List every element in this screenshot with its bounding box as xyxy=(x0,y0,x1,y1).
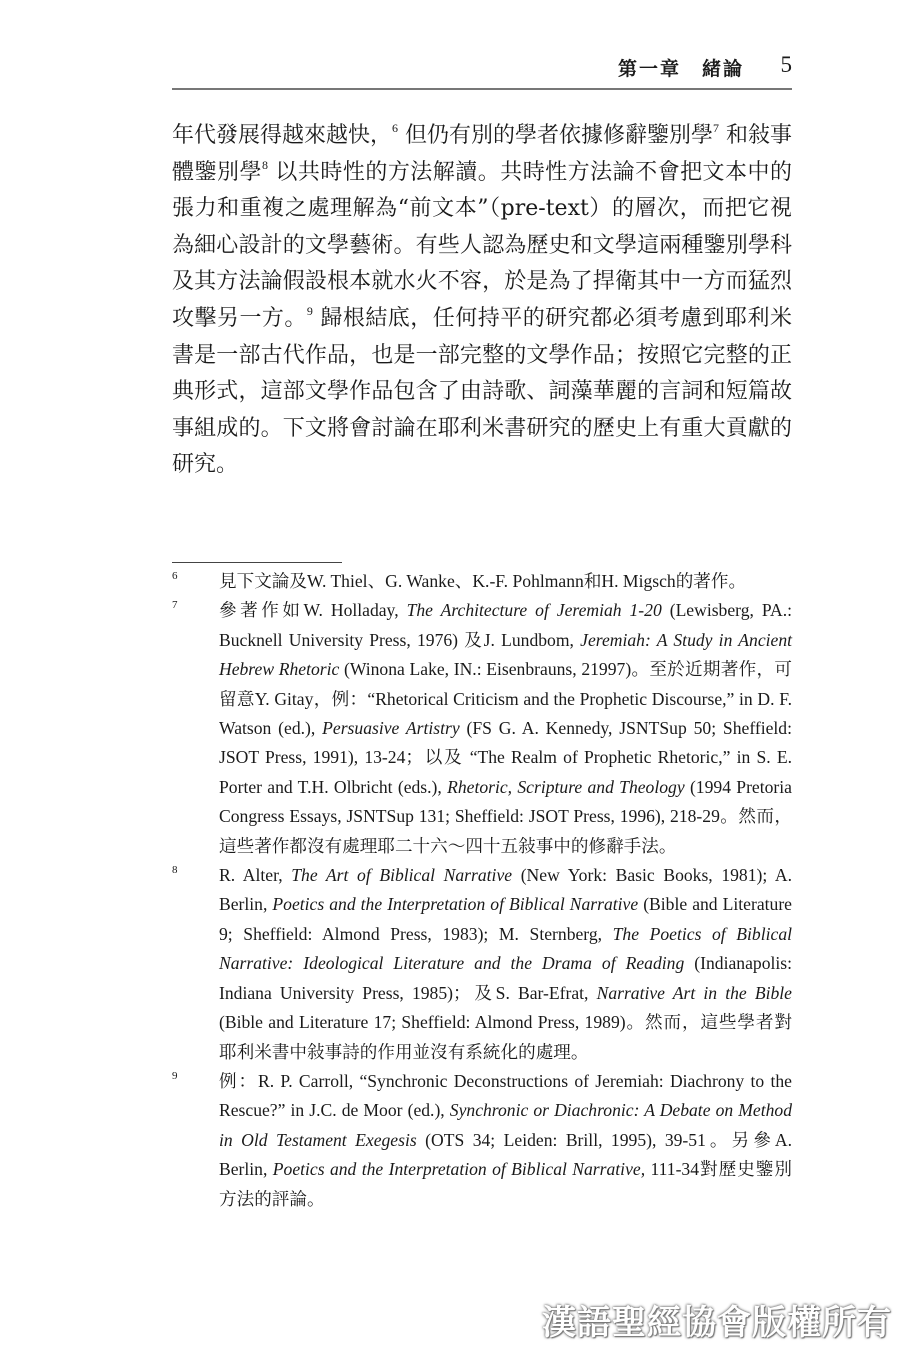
footnote-7-title-2: Jeremiah: A Study in Ancient Hebrew Rhetoric xyxy=(219,629,793,680)
footnote-9-text-b: (OTS 34; Leiden: Brill, 1995), 39-51。另參A. Berlin, xyxy=(219,1129,792,1180)
footnote-ref-7[interactable]: 7 xyxy=(713,121,720,135)
footnote-text xyxy=(219,596,792,861)
footnote-7-text-e: (1994 Pretoria Congress Essays, JSNTSup 131; Sheffield: JSOT Press, 1996), 218-29。然而，這些著作都沒有處理耶二十六～四十五敍事中的修辭手法。 xyxy=(219,776,792,856)
footnote-6 xyxy=(172,567,792,596)
main-paragraph xyxy=(172,118,792,484)
header-rule xyxy=(172,88,792,90)
footnote-7-title-3: Persuasive Artistry xyxy=(322,718,460,739)
footnote-8-text-b: (New York: Basic Books, 1981); A. Berlin, xyxy=(219,865,793,915)
footnote-9-title-2: Poetics and the Interpretation of Biblical Narrative, xyxy=(272,1159,646,1180)
footnote-text xyxy=(219,1067,792,1214)
footnote-number: 7 xyxy=(172,599,178,612)
body-text-2: 但仍有別的學者依據修辭鑒別學 xyxy=(398,123,714,148)
footnote-8-title-2: Poetics and the Interpretation of Biblical Narrative xyxy=(272,894,639,915)
footnote-7-title-4: Rhetoric, Scripture and Theology xyxy=(447,776,685,797)
footnote-7-text-b: (Lewisberg, PA.: Bucknell University Press, 1976) 及J. Lundbom, xyxy=(219,600,793,650)
footnote-8 xyxy=(172,861,792,1067)
body-text-1: 年代發展得越來越快， xyxy=(172,123,393,148)
footnote-number: 6 xyxy=(172,570,178,582)
footnote-ref-6[interactable]: 6 xyxy=(392,121,399,135)
footnote-text xyxy=(219,861,792,1067)
footnote-rule xyxy=(172,562,342,563)
chapter-title: 第一章 緒論 xyxy=(617,58,744,80)
footnote-text xyxy=(219,567,792,596)
footnote-8-title-1: The Art of Biblical Narrative xyxy=(291,865,513,886)
running-header xyxy=(172,52,792,88)
footnote-9-title-1: Synchronic or Diachronic: A Debate on Method in Old Testament Exegesis xyxy=(219,1100,793,1150)
footnote-6-text: 見下文論及W. Thiel、G. Wanke、K.-F. Pohlmann和H. Migsch的著作。 xyxy=(219,571,747,591)
footnote-8-text-c: (Bible and Literature 9; Sheffield: Almond Press, 1983); M. Sternberg, xyxy=(219,894,792,944)
footnotes xyxy=(172,567,792,1214)
footnote-9 xyxy=(172,1067,792,1214)
footnote-8-title-4: Narrative Art in the Bible xyxy=(596,982,792,1003)
footnote-8-text-a: R. Alter, xyxy=(219,865,292,886)
footnote-8-title-3: The Poetics of Biblical Narrative: Ideological Literature and the Drama of Reading xyxy=(219,923,792,974)
body-text-5: 歸根結底，任何持平的研究都必須考慮到耶利米書是一部古代作品，也是一部完整的文學作品；按照它完整的正典形式，這部文學作品包含了由詩歌、詞藻華麗的言詞和短篇故事組成的。下文將會討論在耶利米書研究的歷史上有重大貢獻的研究。 xyxy=(172,305,792,478)
footnote-7-title-1: The Architecture of Jeremiah 1-20 xyxy=(406,600,662,621)
footnote-7-text-c: (Winona Lake, IN.: Eisenbrauns, 21997)。至於近期著作，可留意Y. Gitay，例：“Rhetorical Criticism and the Prophetic Discourse,” in D. F. Watson (ed.), xyxy=(219,659,792,739)
footnote-7-text-a: 參著作如W. Holladay, xyxy=(219,600,407,621)
page-number: 5 xyxy=(780,52,792,77)
footnote-8-text-d: (Indianapolis: Indiana University Press, 1985)；及S. Bar-Efrat, xyxy=(219,953,792,1003)
footnote-7-text-d: (FS G. A. Kennedy, JSNTSup 50; Sheffield: JSOT Press, 1991), 13-24；以及 “The Realm of Prophetic Rhetoric,” in S. E. Porter and T.H. Olbricht (eds.), xyxy=(219,718,792,797)
footnote-8-text-e: (Bible and Literature 17; Sheffield: Almond Press, 1989)。然而，這些學者對耶利米書中敍事詩的作用並沒有系統化的處理。 xyxy=(219,1012,792,1062)
footnote-number: 9 xyxy=(172,1069,178,1082)
footnote-number: 8 xyxy=(172,864,178,877)
footnote-7 xyxy=(172,596,792,861)
footnote-9-text-a: 例：R. P. Carroll, “Synchronic Deconstructions of Jeremiah: Diachrony to the Rescue?” in J.C. de Moor (ed.), xyxy=(219,1070,792,1121)
footnote-ref-8[interactable]: 8 xyxy=(261,157,268,172)
body-text-3: 和敍事體鑒別學 xyxy=(172,123,793,185)
footnote-ref-9[interactable]: 9 xyxy=(306,303,313,318)
copyright-watermark: 漢語聖經協會版權所有 xyxy=(542,1303,892,1343)
footnote-9-text-c: 111-34對歷史鑒別方法的評論。 xyxy=(219,1159,792,1209)
body-text-4: 以共時性的方法解讀。共時性方法論不會把文本中的張力和重複之處理解為“前文本”（pre-text）的層次，而把它視為細心設計的文學藝術。有些人認為歷史和文學這兩種鑒別學科及其方法論假設根本就水火不容，於是為了捍衛其中一方而猛烈攻擊另一方。 xyxy=(172,159,792,331)
